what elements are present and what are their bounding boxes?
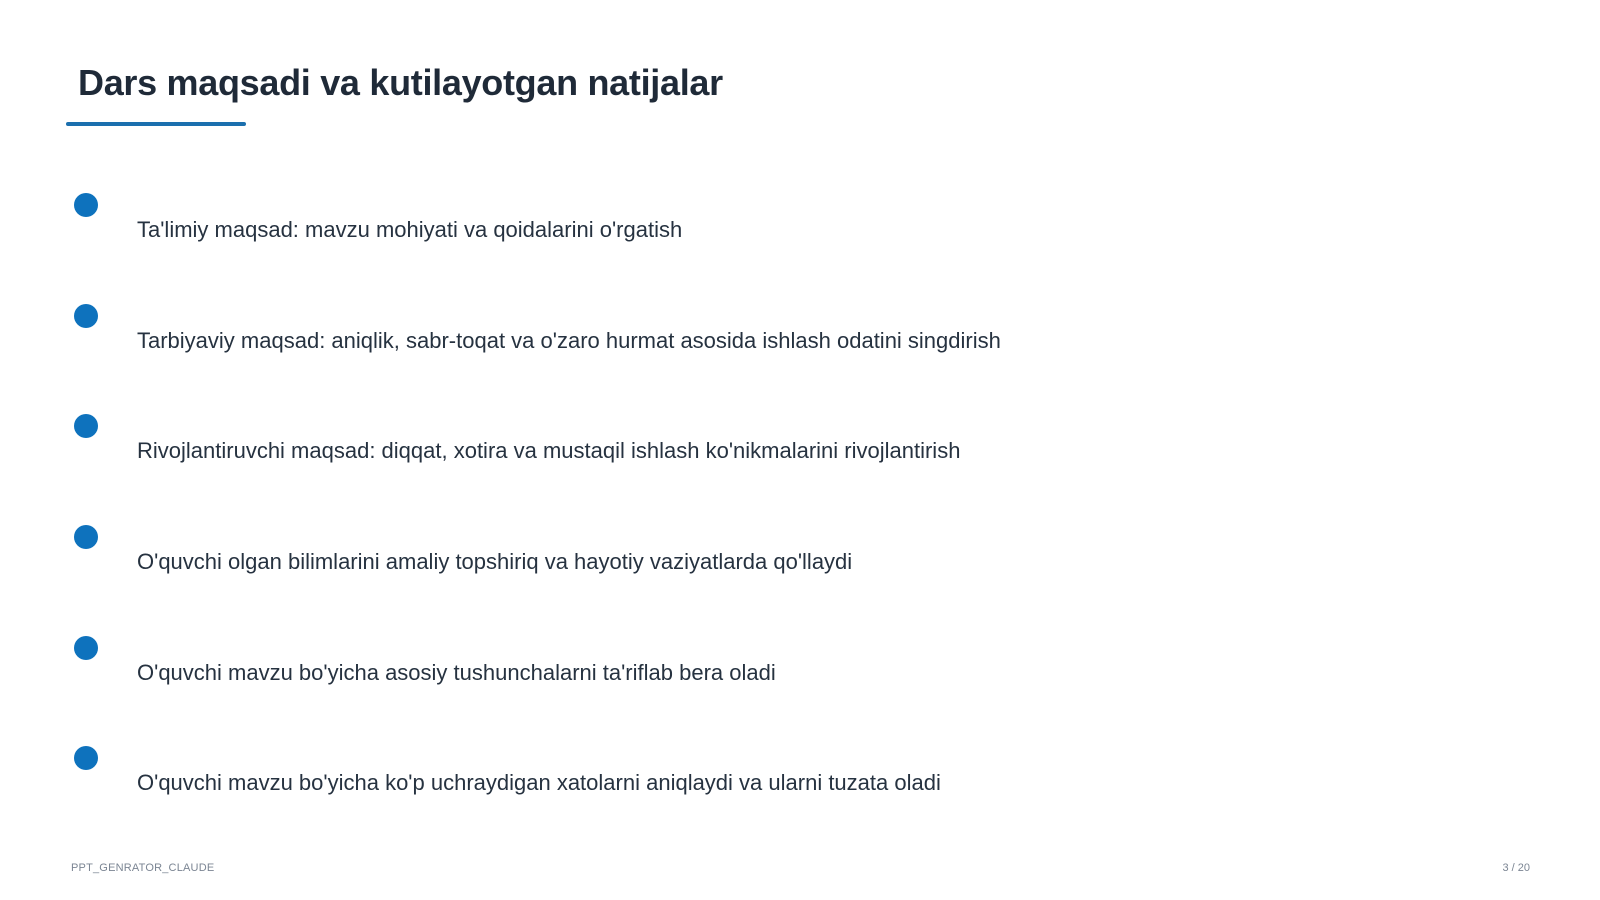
bullet-dot-icon bbox=[74, 304, 98, 328]
page-indicator: 3 / 20 bbox=[1502, 862, 1530, 874]
bullet-text: O'quvchi olgan bilimlarini amaliy topshiriq va hayotiy vaziyatlarda qo'llaydi bbox=[137, 549, 853, 574]
bullet-dot-icon bbox=[74, 525, 98, 549]
bullet-dot-icon bbox=[74, 414, 98, 438]
bullet-item bbox=[0, 525, 1200, 585]
footer-source: PPT_GENRATOR_CLAUDE bbox=[71, 862, 215, 874]
bullet-dot-icon bbox=[74, 636, 98, 660]
bullet-text: Tarbiyaviy maqsad: aniqlik, sabr-toqat va o'zaro hurmat asosida ishlash odatini singdirish bbox=[137, 328, 1001, 353]
bullet-dot-icon bbox=[74, 746, 98, 770]
bullet-text: Rivojlantiruvchi maqsad: diqqat, xotira va mustaqil ishlash ko'nikmalarini rivojlantirish bbox=[137, 438, 961, 463]
bullet-dot-icon bbox=[74, 193, 98, 217]
bullet-item bbox=[0, 746, 1200, 806]
bullet-text: Ta'limiy maqsad: mavzu mohiyati va qoidalarini o'rgatish bbox=[137, 217, 683, 242]
bullet-item bbox=[0, 414, 1200, 474]
bullet-item bbox=[0, 304, 1200, 364]
bullet-text: O'quvchi mavzu bo'yicha ko'p uchraydigan xatolarni aniqlaydi va ularni tuzata oladi bbox=[137, 770, 941, 795]
slide-title: Dars maqsadi va kutilayotgan natijalar bbox=[78, 62, 723, 103]
bullet-item bbox=[0, 636, 1200, 696]
bullet-item bbox=[0, 193, 1200, 253]
bullet-text: O'quvchi mavzu bo'yicha asosiy tushunchalarni ta'riflab bera oladi bbox=[137, 660, 776, 685]
